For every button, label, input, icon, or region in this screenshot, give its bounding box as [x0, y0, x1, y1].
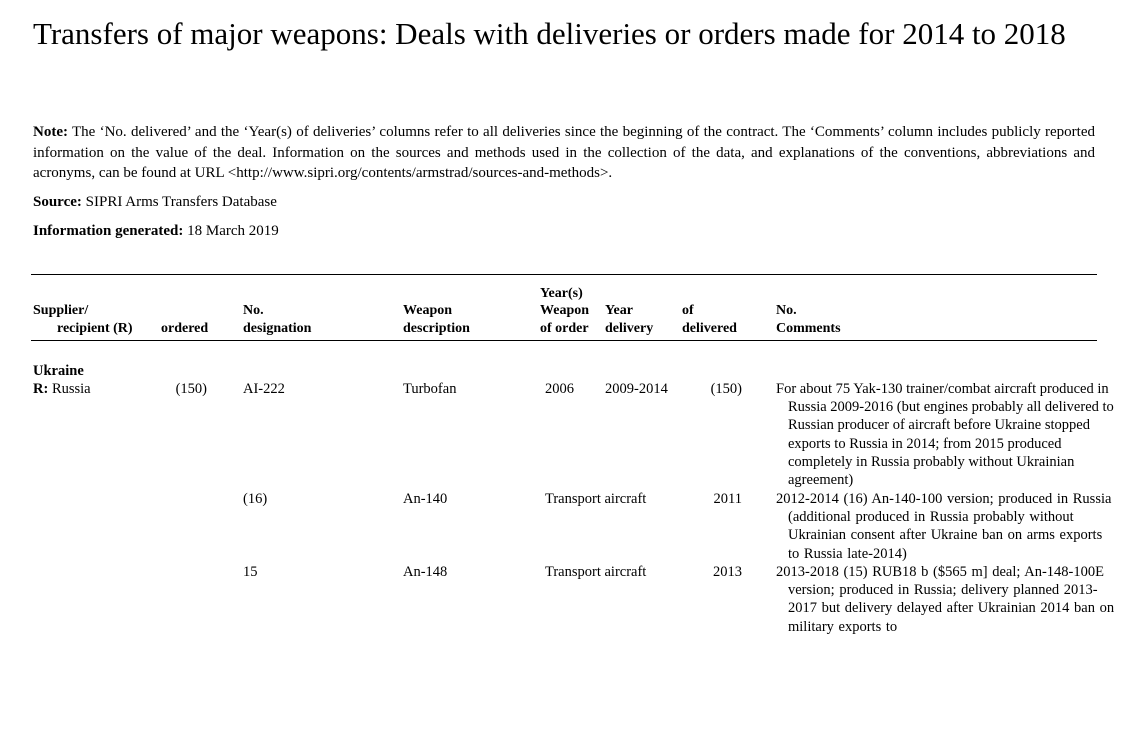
header-designation: designation	[243, 321, 312, 336]
header-of-order: of order	[540, 321, 589, 336]
supplier-name: Ukraine	[33, 363, 84, 379]
cell-designation: An-148	[403, 564, 448, 580]
source-text: SIPRI Arms Transfers Database	[85, 194, 277, 210]
cell-year-order: 2006	[545, 381, 574, 397]
cell-designation: An-140	[403, 491, 448, 507]
cell-ordered: 15	[243, 564, 258, 580]
cell-year-order: 2013	[713, 564, 742, 580]
cell-designation: AI-222	[243, 381, 285, 397]
cell-description: Transport aircraft	[545, 564, 647, 580]
note-label: Note:	[33, 124, 68, 140]
recipient-label: R:	[33, 381, 49, 397]
generated-line	[33, 221, 279, 241]
header-recipient: recipient (R)	[57, 321, 133, 336]
recipient-line	[33, 380, 91, 398]
generated-text: 18 March 2019	[187, 223, 279, 239]
header-comments: Comments	[776, 321, 841, 336]
table-top-rule	[31, 274, 1097, 275]
cell-comment: 2012-2014 (16) An-140-100 version; produced in Russia (additional produced in Russia probably without Ukrainian consent after Ukraine ban on arms exports to Russia late-2014)	[776, 491, 1112, 562]
header-delivered: delivered	[682, 321, 737, 336]
header-supplier: Supplier/	[33, 303, 89, 318]
header-description: description	[403, 321, 470, 336]
header-no: No.	[243, 303, 264, 318]
table-header-rule	[31, 340, 1097, 341]
cell-year-delivery: 2009-2014	[605, 381, 668, 397]
header-ordered: ordered	[161, 321, 209, 336]
cell-ordered: (150)	[175, 381, 207, 397]
page-title: Transfers of major weapons: Deals with deliveries or orders made for 2014 to 2018	[33, 16, 1066, 51]
header-weapon-2: Weapon	[540, 303, 590, 318]
note-paragraph	[33, 122, 1095, 184]
cell-comment: 2013-2018 (15) RUB18 b ($565 m] deal; An-148-100E version; produced in Russia; delivery planned 2013-2017 but delivery delayed after Ukrainian 2014 ban on military exports to	[776, 564, 1115, 635]
header-year: Year	[605, 303, 633, 318]
source-line	[33, 192, 277, 212]
header-no-2: No.	[776, 303, 797, 318]
header-delivery: delivery	[605, 321, 654, 336]
note-text: The ‘No. delivered’ and the ‘Year(s) of deliveries’ columns refer to all deliveries since the beginning of the contract. The ‘Comments’ column includes publicly reported information on the value of the deal. Information on the sources and methods used in the collection of the data, and explanations of the conventions, abbreviations and acronyms, can be found at URL <http://www.sipri.org/contents/armstrad/sources-and-methods>.	[33, 124, 1095, 181]
recipient-name: Russia	[51, 381, 91, 397]
cell-description: Transport aircraft	[545, 491, 647, 507]
cell-description: Turbofan	[403, 381, 457, 397]
cell-delivered: (150)	[710, 381, 742, 397]
generated-label: Information generated:	[33, 223, 184, 239]
header-years: Year(s)	[540, 286, 583, 301]
cell-year-order: 2011	[713, 491, 742, 507]
cell-ordered: (16)	[243, 491, 268, 507]
cell-comment: For about 75 Yak-130 trainer/combat aircraft produced in Russia 2009-2016 (but engines probably all delivered to Russian producer of aircraft before Ukraine stopped exports to Russia in 2014; from 2015 produced completely in Russia probably without Ukrainian agreement)	[776, 381, 1114, 489]
header-weapon: Weapon	[403, 303, 453, 318]
header-of: of	[682, 303, 694, 318]
source-label: Source:	[33, 194, 82, 210]
